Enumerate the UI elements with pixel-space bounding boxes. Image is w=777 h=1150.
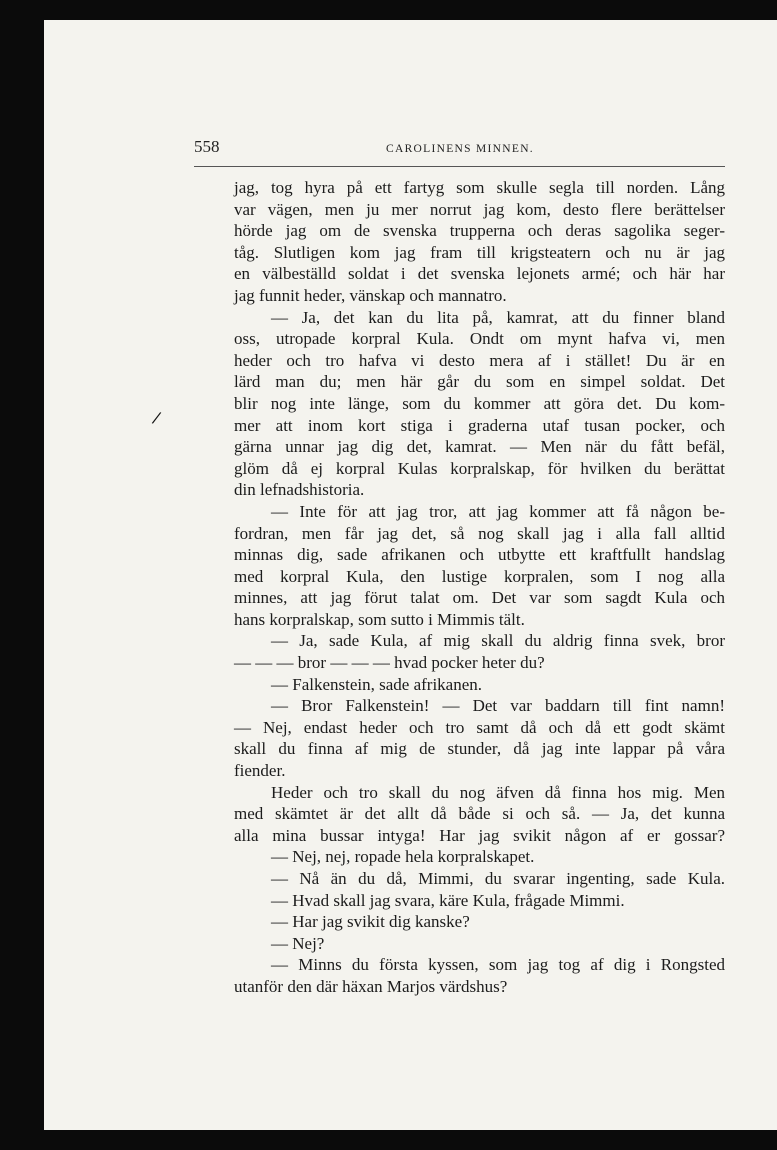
text-line: med skämtet är det allt då både si och så. — Ja, det kunna (234, 804, 725, 824)
text-line: — Nej, endast heder och tro samt då och då ett godt skämt (234, 717, 725, 737)
text-line: — Ja, sade Kula, af mig skall du aldrig finna svek, bror (271, 631, 725, 651)
text-line: heder och tro hafva vi desto mera af i stället! Du är en (234, 350, 725, 370)
text-line: minnes, att jag förut talat om. Det var som sagdt Kula och (234, 588, 725, 608)
text-line: oss, utropade korpral Kula. Ondt om mynt hafva vi, men (234, 329, 725, 349)
text-line: — Nej? (271, 933, 325, 953)
text-line: — Hvad skall jag svara, käre Kula, frågade Mimmi. (271, 890, 625, 910)
text-line: blir nog inte länge, som du kommer att göra det. Du kom- (234, 393, 725, 413)
text-line: gärna unnar jag dig det, kamrat. — Men när du fått befäl, (234, 437, 725, 457)
text-line: mer att inom kort stiga i graderna utaf tusan pocker, och (234, 415, 725, 435)
text-line: — Falkenstein, sade afrikanen. (271, 674, 483, 694)
text-line: fiender. (234, 761, 286, 781)
page-number: 558 (194, 137, 220, 156)
text-line: utanför den där häxan Marjos värdshus? (234, 976, 508, 996)
text-line: alla mina bussar intyga! Har jag svikit någon af er gossar? (234, 825, 725, 845)
page-body-text (234, 177, 725, 998)
text-line: Heder och tro skall du nog äfven då finna hos mig. Men (271, 782, 725, 802)
text-line: — Bror Falkenstein! — Det var baddarn till fint namn! (271, 696, 725, 716)
text-line: lärd man du; men här går du som en simpel soldat. Det (234, 372, 725, 392)
text-line: tåg. Slutligen kom jag fram till krigsteatern och nu är jag (234, 242, 725, 262)
text-line: — Har jag svikit dig kanske? (271, 912, 470, 932)
text-line: din lefnadshistoria. (234, 480, 365, 500)
text-line: jag funnit heder, vänskap och mannatro. (234, 285, 507, 305)
text-line: — Nej, nej, ropade hela korpralskapet. (271, 847, 535, 867)
text-line: — Nå än du då, Mimmi, du svarar ingenting, sade Kula. (271, 869, 725, 888)
text-line: med korpral Kula, den lustige korpralen, som I nog alla (234, 566, 725, 586)
margin-pencil-mark: / (150, 407, 163, 428)
text-line: — — — bror — — — hvad pocker heter du? (234, 653, 545, 673)
text-line: — Minns du första kyssen, som jag tog af dig i Rongsted (271, 955, 725, 975)
page-header (194, 128, 725, 167)
text-line: var vägen, men ju mer norrut jag kom, desto flere berättelser (234, 199, 725, 219)
text-line: hans korpralskap, som sutto i Mimmis tält. (234, 609, 525, 629)
text-line: — Inte för att jag tror, att jag kommer att få någon be- (271, 501, 725, 521)
text-line: hörde jag om de svenska trupperna och deras sagolika seger- (234, 221, 725, 241)
text-line: minnas dig, sade afrikanen och utbytte ett kraftfullt handslag (234, 545, 725, 565)
text-line: skall du finna af mig de stunder, då jag inte lappar på våra (234, 739, 725, 759)
text-line: jag, tog hyra på ett fartyg som skulle segla till norden. Lång (234, 178, 725, 197)
text-line: en välbeställd soldat i det svenska lejonets armé; och här har (234, 264, 725, 284)
running-title: CAROLINENS MINNEN. (386, 143, 534, 155)
book-page (44, 20, 777, 1130)
text-line: fordran, men får jag det, så nog skall jag i alla fall alltid (234, 523, 725, 543)
text-line: — Ja, det kan du lita på, kamrat, att du finner bland (271, 307, 725, 327)
text-line: glöm då ej korpral Kulas korpralskap, för hvilken du berättat (234, 458, 725, 478)
